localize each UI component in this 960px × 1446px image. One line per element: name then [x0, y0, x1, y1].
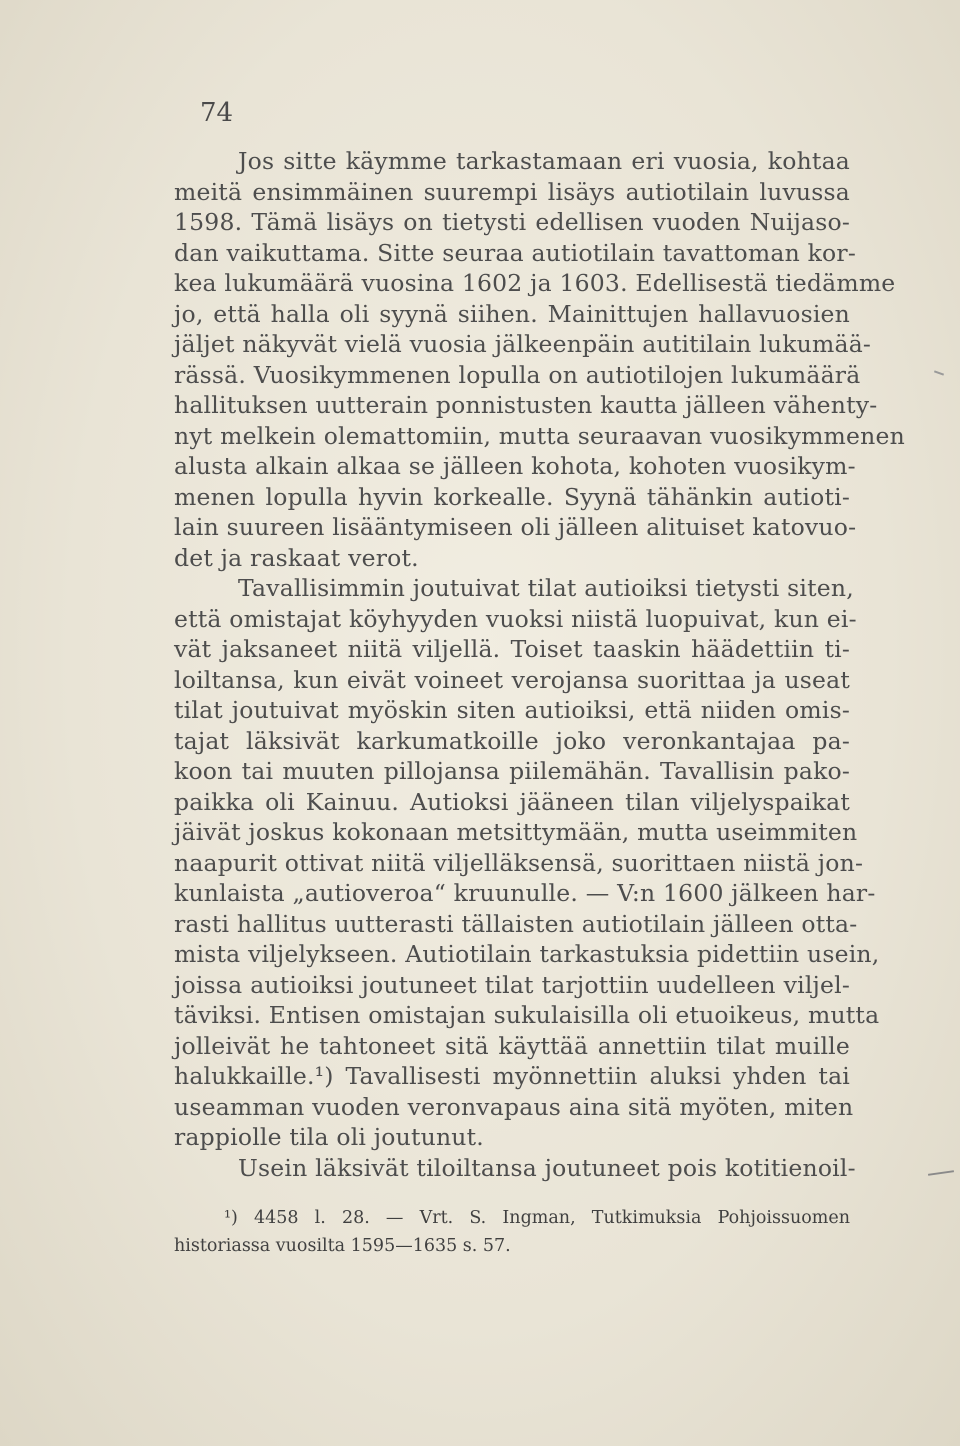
text-line: useamman vuoden veronvapaus aina sitä myöten, miten	[174, 1092, 854, 1121]
text-line: kunlaista „autioveroa“ kruunulle. — V:n 1600 jälkeen har-	[174, 879, 876, 907]
text-line: meitä ensimmäinen suurempi lisäys autiotilain luvussa	[174, 177, 850, 206]
margin-mark	[934, 370, 944, 375]
body-text	[174, 146, 905, 1183]
text-line: Usein läksivät tiloiltansa joutuneet pois kotitienoil-	[238, 1153, 856, 1182]
text-line: det ja raskaat verot.	[174, 543, 419, 572]
text-line: että omistajat köyhyyden vuoksi niistä luopuivat, kun ei-	[174, 604, 857, 633]
text-line: täviksi. Entisen omistajan sukulaisilla oli etuoikeus, mutta	[174, 1001, 880, 1029]
text-line: jo, että halla oli syynä siihen. Mainittujen hallavuosien	[174, 299, 850, 328]
margin-dash	[928, 1170, 954, 1176]
text-line: dan vaikuttama. Sitte seuraa autiotilain tavattoman kor-	[174, 238, 856, 267]
text-line: naapurit ottivat niitä viljelläksensä, suorittaen niistä jon-	[174, 848, 864, 877]
text-line: rässä. Vuosikymmenen lopulla on autiotilojen lukumäärä	[174, 360, 861, 389]
text-line: joissa autioiksi joutuneet tilat tarjottiin uudelleen viljel-	[174, 970, 850, 999]
text-line: Tavallisimmin joutuivat tilat autioiksi tietysti siten,	[238, 574, 854, 602]
text-line: mista viljelykseen. Autiotilain tarkastuksia pidettiin usein,	[174, 940, 880, 968]
text-line: loiltansa, kun eivät voineet verojansa suorittaa ja useat	[174, 665, 850, 694]
text-line: paikka oli Kainuu. Autioksi jääneen tilan viljelyspaikat	[174, 787, 850, 816]
text-line: halukkaille.¹) Tavallisesti myönnettiin aluksi yhden tai	[174, 1062, 850, 1090]
footnote	[174, 1204, 850, 1260]
text-line: jäljet näkyvät vielä vuosia jälkeenpäin autitilain lukumää-	[174, 330, 872, 358]
text-line: menen lopulla hyvin korkealle. Syynä tähänkin autioti-	[174, 482, 850, 511]
text-line: rappiolle tila oli joutunut.	[174, 1123, 484, 1151]
text-line: lain suureen lisääntymiseen oli jälleen alituiset katovuo-	[174, 513, 857, 541]
text-line: 1598. Tämä lisäys on tietysti edellisen vuoden Nuijaso-	[174, 208, 850, 236]
text-line: jolleivät he tahtoneet sitä käyttää annettiin tilat muille	[174, 1031, 850, 1060]
text-line: alusta alkain alkaa se jälleen kohota, kohoten vuosikym-	[174, 452, 856, 480]
text-line: nyt melkein olemattomiin, mutta seuraavan vuosikymmenen	[174, 421, 905, 450]
text-line: vät jaksaneet niitä viljellä. Toiset taaskin häädettiin ti-	[174, 635, 850, 663]
page-number: 74	[200, 98, 234, 128]
text-line: kea lukumäärä vuosina 1602 ja 1603. Edellisestä tiedämme	[174, 269, 896, 297]
text-line: koon tai muuten pillojansa piilemähän. Tavallisin pako-	[174, 757, 850, 785]
text-line: rasti hallitus uutterasti tällaisten autiotilain jälleen otta-	[174, 909, 858, 938]
footnote-line: historiassa vuosilta 1595—1635 s. 57.	[174, 1236, 511, 1256]
text-line: hallituksen uutterain ponnistusten kautta jälleen vähenty-	[174, 391, 878, 419]
footnote-line: ¹) 4458 l. 28. — Vrt. S. Ingman, Tutkimuksia Pohjoissuomen	[224, 1208, 850, 1228]
text-line: tajat läksivät karkumatkoille joko veronkantajaa pa-	[174, 726, 850, 755]
text-line: Jos sitte käymme tarkastamaan eri vuosia, kohtaa	[238, 147, 850, 175]
text-line: tilat joutuivat myöskin siten autioiksi, että niiden omis-	[174, 696, 850, 724]
text-line: jäivät joskus kokonaan metsittymään, mutta useimmiten	[174, 818, 858, 846]
